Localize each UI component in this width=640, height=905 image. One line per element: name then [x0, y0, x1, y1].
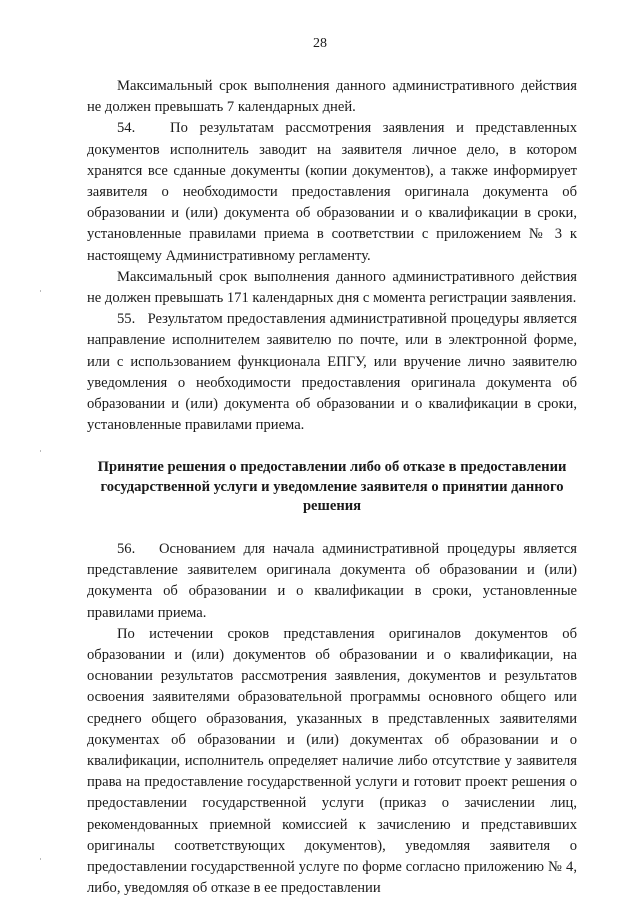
paragraph-max-term-171-days: Максимальный срок выполнения данного административного действия не должен превышать 171 календарных дня с момента регистрации заявления. — [87, 268, 577, 307]
section-heading-line: Принятие решения о предоставлении либо об отказе в предоставлении — [97, 459, 567, 476]
paragraph-54: 54. По результатам рассмотрения заявления и представленных документов исполнитель заводит на заявителя личное дело, в котором хранятся все сданные документы (копии документов), а также информирует заявителя о необходимости предоставления оригинала документа об образовании и (или) документа об образовании и о квалификации в сроки, установленные правилами приема в соответствии с приложением № 3 к настоящему Административному регламенту. — [87, 120, 577, 264]
section-heading — [87, 458, 577, 517]
document-body — [87, 76, 577, 899]
scan-margin-mark — [40, 450, 41, 452]
scan-margin-mark — [40, 858, 41, 860]
paragraph-55: 55. Результатом предоставления административной процедуры является направление исполнителем заявителю по почте, или в электронной форме, или с использованием функционала ЕПГУ, или вручение лично заявителю уведомления о необходимости предоставления оригинала документа об образовании и (или) документа об образовании и о квалификации в сроки, установленные правилами приема. — [87, 311, 577, 434]
paragraph-decision: По истечении сроков представления оригиналов документов об образовании и (или) документов об образовании и о квалификации, на основании результатов рассмотрения заявления, документов и результатов освоения заявителями образовательной программы основного общего или среднего общего образования, указанных в представленных заявителями документах об образовании и (или) документах об образовании и о квалификации, исполнитель определяет наличие либо отсутствие у заявителя права на предоставление государственной услуги и готовит проект решения о предоставлении государственной услуги (приказ о зачислении лиц, рекомендованных приемной комиссией к зачислению и представивших оригиналы соответствующих документов), уведомляя заявителя о предоставлении государственной услуге по форме согласно приложению № 4, либо, уведомляя об отказе в ее предоставлении — [87, 625, 577, 897]
paragraph-56: 56. Основанием для начала административной процедуры является представление заявителем оригинала документа об образовании и (или) документа об образовании и о квалификации в сроки, установленные правилами приема. — [87, 540, 577, 621]
page-number: 28 — [313, 36, 327, 51]
section-heading-line: решения — [302, 498, 362, 515]
paragraph-max-term-7-days: Максимальный срок выполнения данного административного действия не должен превышать 7 календарных дней. — [87, 78, 577, 116]
section-heading-line: государственной услуги и уведомление заявителя о принятии данного — [100, 478, 564, 495]
scan-margin-mark — [40, 290, 41, 292]
